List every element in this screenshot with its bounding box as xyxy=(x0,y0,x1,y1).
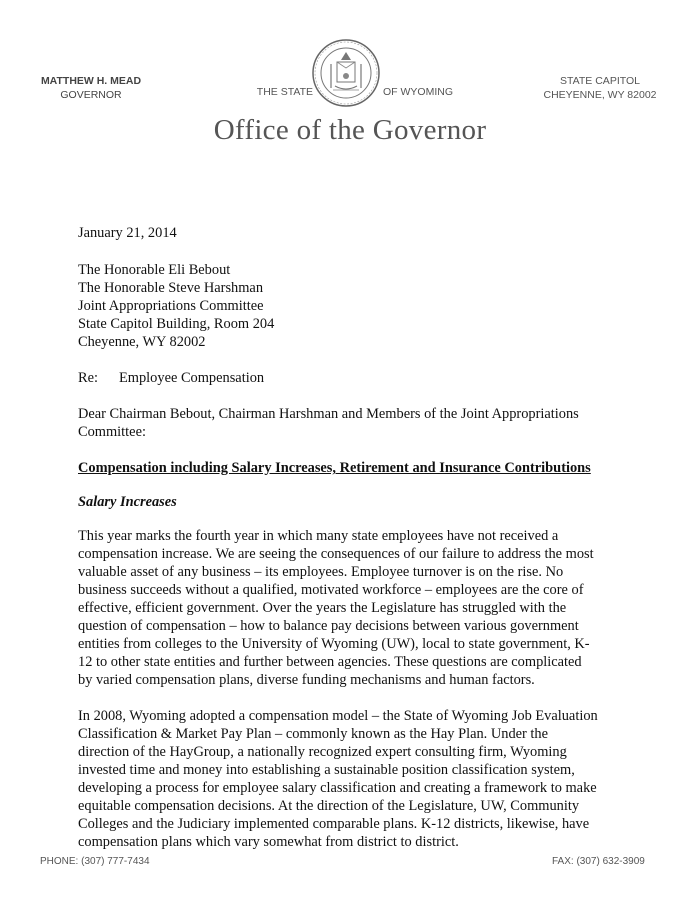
office-title: Office of the Governor xyxy=(213,114,487,146)
state-label-right: OF WYOMING xyxy=(383,86,453,98)
governor-name: MATTHEW H. MEAD xyxy=(40,75,142,87)
re-subject: Employee Compensation xyxy=(119,370,265,386)
great-seal-of-wyoming-icon xyxy=(311,38,381,108)
recipient-line: State Capitol Building, Room 204 xyxy=(78,316,275,332)
recipient-line: The Honorable Steve Harshman xyxy=(78,280,264,296)
recipient-line: Joint Appropriations Committee xyxy=(78,298,264,314)
governor-block xyxy=(0,74,182,102)
state-label-left: THE STATE xyxy=(256,86,313,98)
re-label: Re: xyxy=(78,370,98,386)
footer-fax: FAX: (307) 632-3909 xyxy=(552,856,645,867)
salutation: Dear Chairman Bebout, Chairman Harshman and Members of the Joint Appropriations Committee: xyxy=(78,406,579,440)
letter-body xyxy=(78,224,598,869)
address-line-2: CHEYENNE, WY 82002 xyxy=(543,89,657,101)
body-paragraph: In 2008, Wyoming adopted a compensation model – the State of Wyoming Job Evaluation Classification & Market Pay Plan – commonly known as the Hay Plan. Under the direction of the HayGroup, a nationally recognized expert consulting firm, Wyoming invested time and money into establishing a sustainable position classification system, developing a process for employee salary classification and creating a framework to make equitable compensation decisions. At the direction of the Legislature, UW, Community Colleges and the Judiciary implemented comparable plans. K-12 districts, likewise, have compensation plans which vary somewhat from district to district. xyxy=(78,708,598,850)
subheading: Salary Increases xyxy=(78,494,177,510)
address-line-1: STATE CAPITOL xyxy=(560,75,640,87)
recipient-address xyxy=(78,261,598,351)
body-paragraph: This year marks the fourth year in which many state employees have not received a compensation increase. We are seeing the consequences of our failure to address the most valuable asset of any business – its employees. Employee turnover is on the rise. No business succeeds without a qualified, motivated workforce – employees are the core of effective, efficient government. Over the years the Legislature has struggled with the question of compensation – how to balance pay decisions between various government entities from colleges to the University of Wyoming (UW), local to state government, K-12 to other state entities and further between agencies. These questions are complicated by varied compensation plans, diverse funding mechanisms and human factors. xyxy=(78,528,594,688)
recipient-line: Cheyenne, WY 82002 xyxy=(78,334,206,350)
governor-title: GOVERNOR xyxy=(60,89,122,101)
section-heading: Compensation including Salary Increases, Retirement and Insurance Contributions xyxy=(78,460,591,476)
letter-date: January 21, 2014 xyxy=(78,225,177,241)
footer-phone: PHONE: (307) 777-7434 xyxy=(40,856,150,867)
capitol-address-block xyxy=(525,74,675,102)
re-line xyxy=(78,369,598,387)
recipient-line: The Honorable Eli Bebout xyxy=(78,262,231,278)
